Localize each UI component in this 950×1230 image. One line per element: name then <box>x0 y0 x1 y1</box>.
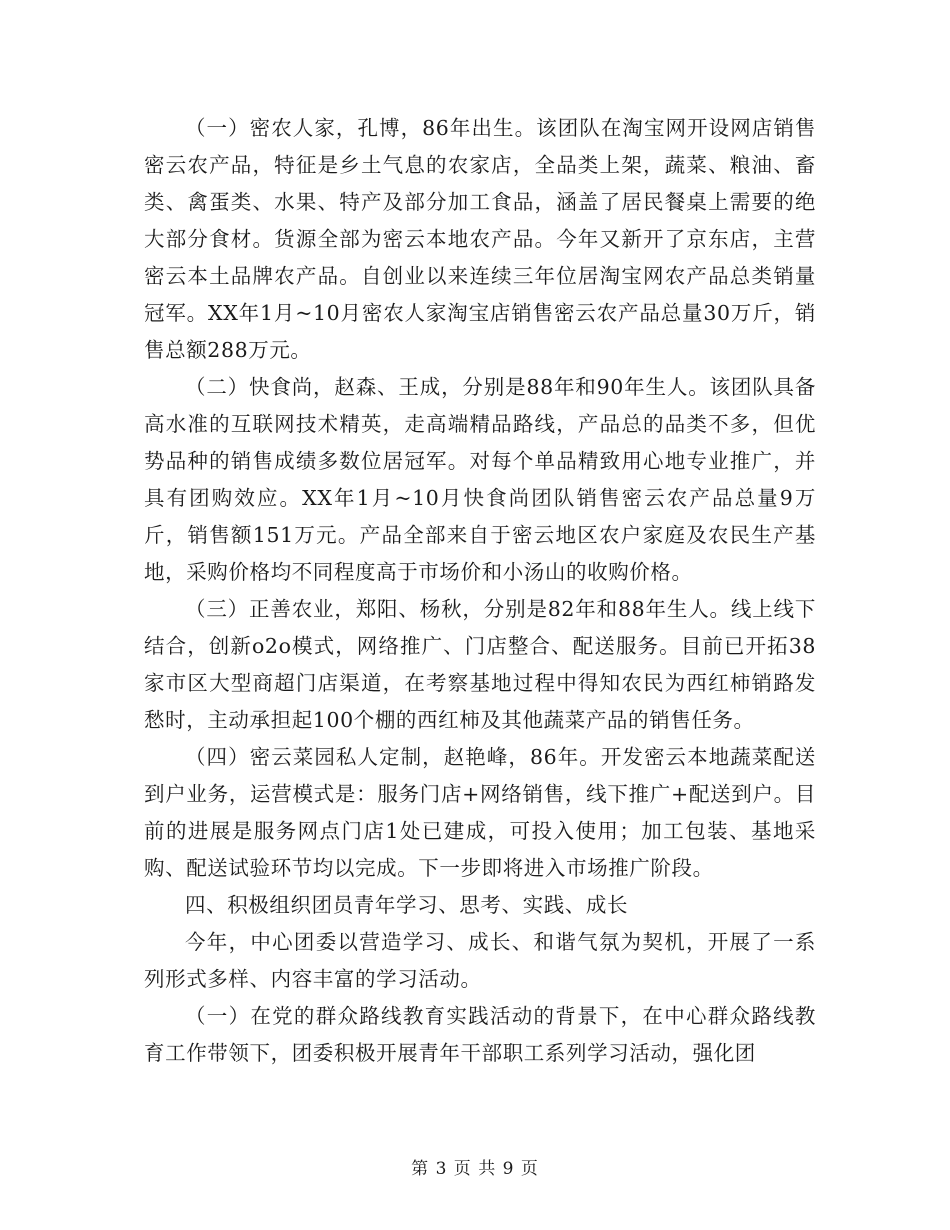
section-heading-four: 四、积极组织团员青年学习、思考、实践、成长 <box>185 893 629 917</box>
paragraph-study-activities-intro: 今年，中心团委以营造学习、成长、和谐气氛为契机，开展了一系列形式多样、内容丰富的学习活动。 <box>144 930 816 991</box>
paragraph-kuai-shi-shang: （二）快食尚，赵森、王成，分别是88年和90年生人。该团队具备高水准的互联网技术精英，走高端精品路线，产品总的品类不多，但优势品种的销售成绩多数位居冠军。对每个单品精致用心地专业推广，并具有团购效应。XX年1月~10月快食尚团队销售密云农产品总量9万斤，销售额151万元。产品全部来自于密云地区农户家庭及农民生产基地，采购价格均不同程度高于市场价和小汤山的收购价格。 <box>144 375 816 584</box>
paragraph-mi-nong-ren-jia: （一）密农人家，孔博，86年出生。该团队在淘宝网开设网店销售密云农产品，特征是乡土气息的农家店，全品类上架，蔬菜、粮油、畜类、禽蛋类、水果、特产及部分加工食品，涵盖了居民餐桌上需要的绝大部分食材。货源全部为密云本地农产品。今年又新开了京东店，主营密云本土品牌农产品。自创业以来连续三年位居淘宝网农产品总类销量冠军。XX年1月~10月密农人家淘宝店销售密云农产品总量30万斤，销售总额288万元。 <box>144 116 816 362</box>
paragraph-zheng-shan-nong-ye: （三）正善农业，郑阳、杨秋，分别是82年和88年生人。线上线下结合，创新o2o模式，网络推广、门店整合、配送服务。目前已开拓38家市区大型商超门店渠道，在考察基地过程中得知农民为西红柿销路发愁时，主动承担起100个棚的西红柿及其他蔬菜产品的销售任务。 <box>144 597 816 732</box>
page-number-footer: 第 3 页 共 9 页 <box>411 1159 539 1179</box>
paragraph-cai-yuan-ding-zhi: （四）密云菜园私人定制，赵艳峰，86年。开发密云本地蔬菜配送到户业务，运营模式是：服务门店+网络销售，线下推广+配送到户。目前的进展是服务网点门店1处已建成，可投入使用；加工包装、基地采购、配送试验环节均以完成。下一步即将进入市场推广阶段。 <box>144 745 816 880</box>
paragraph-mass-line-education: （一）在党的群众路线教育实践活动的背景下，在中心群众路线教育工作带领下，团委积极开展青年干部职工系列学习活动，强化团 <box>144 1004 816 1065</box>
document-body <box>144 110 816 1072</box>
